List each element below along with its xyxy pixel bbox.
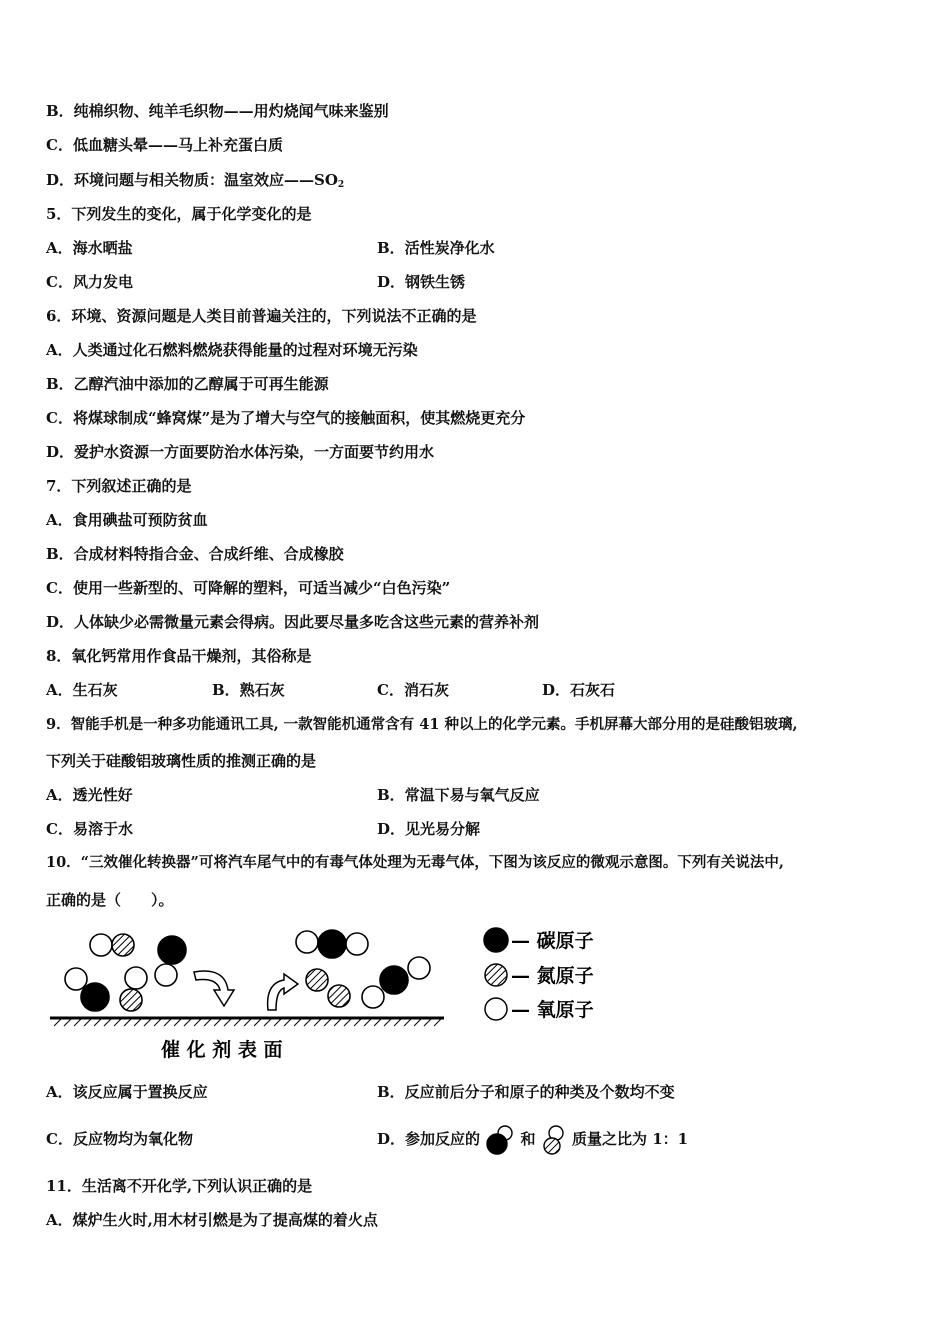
subscript: 2 (337, 180, 345, 190)
question-10-line2: 正确的是（ ）。 (46, 891, 174, 909)
oxygen-atom (125, 967, 147, 989)
q10d-text-pre: D．参加反应的 (377, 1130, 481, 1148)
carbon-atom (318, 930, 346, 958)
q7-option-d: D．人体缺少必需微量元素会得病。因此要尽量多吃含这些元素的营养补剂 (46, 613, 540, 631)
co-molecule-icon (485, 1124, 515, 1156)
oxygen-atom (408, 957, 430, 979)
legend-nitrogen-swatch (485, 964, 507, 986)
arrow-down-icon (194, 971, 234, 1006)
question-11: 11．生活离不开化学,下列认识正确的是 (46, 1177, 313, 1195)
q8-option-a: A．生石灰 (46, 681, 118, 699)
q11-option-a: A．煤炉生火时,用木材引燃是为了提高煤的着火点 (46, 1211, 378, 1229)
q9-option-b: B．常温下易与氧气反应 (377, 786, 540, 804)
carbon-atom (158, 936, 186, 964)
question-5: 5．下列发生的变化，属于化学变化的是 (46, 205, 312, 223)
q9-option-a: A．透光性好 (46, 786, 133, 804)
q8-option-b: B．熟石灰 (212, 681, 285, 699)
q5-option-d: D．钢铁生锈 (377, 273, 466, 291)
q6-option-d: D．爱护水资源一方面要防治水体污染，一方面要节约用水 (46, 443, 435, 461)
oxygen-atom (346, 933, 368, 955)
oxygen-atom (296, 931, 318, 953)
option-d-text: D．环境问题与相关物质：温室效应——SO (46, 171, 338, 189)
q5-option-a: A．海水晒盐 (46, 239, 133, 257)
legend-nitrogen: — 氮原子 (511, 965, 594, 987)
nitrogen-atom (328, 985, 350, 1007)
no-molecule-icon (541, 1124, 567, 1156)
q7-option-a: A．食用碘盐可预防贫血 (46, 511, 208, 529)
question-8: 8．氧化钙常用作食品干燥剂，其俗称是 (46, 647, 312, 665)
question-6: 6．环境、资源问题是人类目前普遍关注的，下列说法不正确的是 (46, 307, 477, 325)
q8-option-c: C．消石灰 (377, 681, 449, 699)
q7-option-c: C．使用一些新型的、可降解的塑料，可适当减少“白色污染” (46, 579, 451, 597)
nitrogen-atom (120, 989, 142, 1011)
q6-option-b: B．乙醇汽油中添加的乙醇属于可再生能源 (46, 375, 329, 393)
q10-option-d (377, 1124, 688, 1156)
legend (484, 928, 594, 1021)
nitrogen-atom (112, 934, 134, 956)
arrow-up-icon (268, 974, 298, 1010)
oxygen-atom (155, 964, 177, 986)
catalyst-surface (50, 1018, 444, 1061)
oxygen-atom (90, 934, 112, 956)
q10-option-c: C．反应物均为氧化物 (46, 1130, 193, 1148)
q7-option-b: B．合成材料特指合金、合成纤维、合成橡胶 (46, 545, 344, 563)
oxygen-atom (362, 986, 384, 1008)
q10-option-b: B．反应前后分子和原子的种类及个数均不变 (377, 1083, 675, 1101)
option-d-greenhouse (46, 170, 344, 195)
q9-option-d: D．见光易分解 (377, 820, 481, 838)
oxygen-atom (65, 968, 87, 990)
surface-label: 催 化 剂 表 面 (161, 1039, 283, 1061)
q10-option-a: A．该反应属于置换反应 (46, 1083, 208, 1101)
legend-carbon-swatch (484, 928, 508, 952)
q8-option-d: D．石灰石 (542, 681, 616, 699)
carbon-atom (81, 983, 109, 1011)
question-10-line1: 10．“三效催化转换器”可将汽车尾气中的有毒气体处理为无毒气体，下图为该反应的微观示意图。下列有关说法中, (46, 854, 784, 871)
nitrogen-atom (306, 969, 328, 991)
q10d-text-post: 质量之比为 1：1 (571, 1130, 689, 1148)
legend-oxygen-swatch (485, 998, 507, 1020)
question-9-line2: 下列关于硅酸铝玻璃性质的推测正确的是 (46, 752, 317, 770)
q6-option-c: C．将煤球制成“蜂窝煤”是为了增大与空气的接触面积，使其燃烧更充分 (46, 409, 526, 427)
option-b-textile: B．纯棉织物、纯羊毛织物——用灼烧闻气味来鉴别 (46, 102, 389, 120)
question-9-line1: 9．智能手机是一种多功能通讯工具, 一款智能机通常含有 41 种以上的化学元素。手机屏幕大部分用的是硅酸铝玻璃, (46, 716, 798, 733)
question-7: 7．下列叙述正确的是 (46, 477, 192, 495)
legend-oxygen: — 氧原子 (511, 999, 594, 1021)
reaction-diagram (46, 920, 626, 1070)
carbon-atom (380, 966, 408, 994)
q5-option-c: C．风力发电 (46, 273, 133, 291)
option-c-hypoglycemia: C．低血糖头晕——马上补充蛋白质 (46, 136, 283, 154)
q9-option-c: C．易溶于水 (46, 820, 133, 838)
q6-option-a: A．人类通过化石燃料燃烧获得能量的过程对环境无污染 (46, 341, 418, 359)
q10d-text-mid: 和 (520, 1130, 536, 1148)
legend-carbon: — 碳原子 (511, 930, 594, 952)
q5-option-b: B．活性炭净化水 (377, 239, 495, 257)
